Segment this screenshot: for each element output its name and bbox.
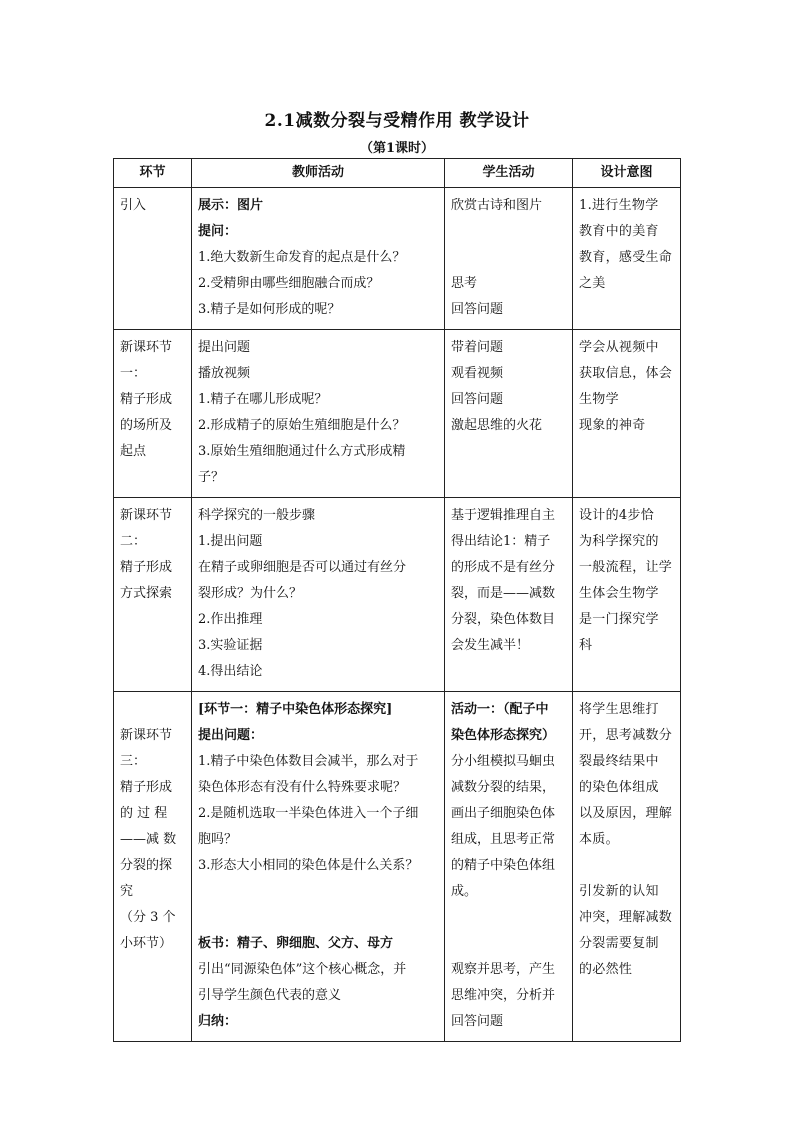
cell-line: [环节一：精子中染色体形态探究]	[198, 702, 393, 717]
cell-line: 裂形成？为什么？	[198, 586, 303, 601]
cell-line: 获取信息，体会	[579, 366, 673, 381]
teacher-activity-cell	[192, 330, 445, 498]
cell-line: 将学生思维打	[579, 702, 659, 717]
cell-line: 激起思维的火花	[451, 418, 543, 433]
cell-line: 引发新的认知	[579, 884, 659, 899]
cell-line	[198, 879, 438, 905]
cell-line: 三：	[120, 754, 147, 769]
cell-line: 回答问题	[451, 392, 504, 407]
cell-line: 观看视频	[451, 366, 504, 381]
page-title: 2.1减数分裂与受精作用 教学设计	[264, 111, 530, 131]
cell-line: 究	[120, 884, 134, 899]
cell-line: 生物学	[579, 392, 619, 407]
cell-line: 2.形成精子的原始生殖细胞是什么？	[198, 418, 406, 433]
cell-line: 提问：	[198, 224, 238, 239]
cell-line: 设计的4步恰	[579, 508, 655, 523]
cell-line	[451, 245, 566, 271]
cell-line: 的精子中染色体组	[451, 858, 556, 873]
cell-line	[579, 853, 674, 879]
header-design-intent: 设计意图	[573, 159, 681, 188]
cell-line: 板书：精子、卵细胞、父方、母方	[198, 936, 394, 951]
stage-cell	[114, 330, 192, 498]
cell-line: 开，思考减数分	[579, 728, 673, 743]
cell-line: 教育中的美育	[579, 224, 659, 239]
cell-line: 胞吗？	[198, 832, 238, 847]
cell-line: 的场所及	[120, 418, 173, 433]
header-stage: 环节	[114, 159, 192, 188]
cell-line: 起点	[120, 444, 147, 459]
cell-line: 新课环节	[120, 508, 173, 523]
cell-line: 观察并思考，产生	[451, 962, 556, 977]
cell-line: 3.精子是如何形成的呢？	[198, 302, 341, 317]
design-intent-cell	[573, 188, 681, 330]
cell-line: 冲突，理解减数	[579, 910, 673, 925]
student-activity-cell	[445, 692, 573, 1042]
cell-line: 活动一：（配子中	[451, 702, 549, 717]
cell-line: 引导学生颜色代表的意义	[198, 988, 342, 1003]
cell-line: 1.提出问题	[198, 534, 263, 549]
cell-line: ——减 数	[120, 832, 177, 847]
design-intent-cell	[573, 692, 681, 1042]
table-row	[114, 498, 681, 692]
cell-line: 二：	[120, 534, 147, 549]
cell-line	[451, 905, 566, 931]
cell-line	[198, 905, 438, 931]
cell-line: 本质。	[579, 832, 619, 847]
cell-line: 现象的神奇	[579, 418, 646, 433]
cell-line: 科	[579, 638, 593, 653]
cell-line: 回答问题	[451, 1014, 504, 1029]
design-intent-cell	[573, 330, 681, 498]
cell-line: 以及原因，理解	[579, 806, 673, 821]
stage-cell	[114, 692, 192, 1042]
cell-line: 分裂，染色体数目	[451, 612, 556, 627]
student-activity-cell	[445, 188, 573, 330]
cell-line: 3.实验证据	[198, 638, 263, 653]
cell-line: 之美	[579, 276, 606, 291]
cell-line: 1.进行生物学	[579, 198, 659, 213]
cell-line: 教育，感受生命	[579, 250, 673, 265]
header-student-activity: 学生活动	[445, 159, 573, 188]
cell-line: 思考	[451, 276, 478, 291]
cell-line: 基于逻辑推理自主	[451, 508, 556, 523]
cell-line: 提出问题：	[198, 728, 264, 743]
cell-line: 小环节）	[120, 936, 173, 951]
cell-line: 3.形态大小相同的染色体是什么关系？	[198, 858, 419, 873]
cell-line: 染色体形态探究）	[451, 728, 556, 743]
header-teacher-activity: 教师活动	[192, 159, 445, 188]
design-intent-cell	[573, 498, 681, 692]
cell-line: 的必然性	[579, 962, 633, 977]
cell-line: 是一门探究学	[579, 612, 659, 627]
cell-line: 一：	[120, 366, 147, 381]
student-activity-cell	[445, 498, 573, 692]
student-activity-cell	[445, 330, 573, 498]
cell-line: 1.精子在哪儿形成呢？	[198, 392, 328, 407]
cell-line: 方式探索	[120, 586, 173, 601]
cell-line: 2.是随机选取一半染色体进入一个子细	[198, 806, 419, 821]
cell-line: 带着问题	[451, 340, 504, 355]
cell-line: 裂，而是——减数	[451, 586, 556, 601]
cell-line: 分裂的探	[120, 858, 173, 873]
lesson-period: （第1课时）	[359, 141, 435, 156]
cell-line: 展示：图片	[198, 198, 264, 213]
cell-line: 2.受精卵由哪些细胞融合而成？	[198, 276, 380, 291]
cell-line: 3.原始生殖细胞通过什么方式形成精	[198, 444, 406, 459]
cell-line: 分小组模拟马蛔虫	[451, 754, 556, 769]
cell-line: 提出问题	[198, 340, 251, 355]
cell-line: 染色体形态有没有什么特殊要求呢？	[198, 780, 407, 795]
cell-line: 精子形成	[120, 780, 173, 795]
cell-line: 引入	[120, 198, 147, 213]
cell-line: 1.绝大数新生命发育的起点是什么？	[198, 250, 406, 265]
cell-line: 新课环节	[120, 340, 173, 355]
stage-cell	[114, 188, 192, 330]
cell-line	[451, 931, 566, 957]
cell-line: 精子形成	[120, 392, 173, 407]
cell-line: 裂最终结果中	[579, 754, 659, 769]
teacher-activity-cell	[192, 692, 445, 1042]
cell-line: 在精子或卵细胞是否可以通过有丝分	[198, 560, 407, 575]
cell-line: 1.精子中染色体数目会减半，那么对于	[198, 754, 419, 769]
table-header-row	[114, 159, 681, 188]
cell-line: 分裂需要复制	[579, 936, 659, 951]
cell-line: 为科学探究的	[579, 534, 659, 549]
table-row	[114, 188, 681, 330]
cell-line: 得出结论1：精子	[451, 534, 551, 549]
cell-line: 画出子细胞染色体	[451, 806, 556, 821]
cell-line: 欣赏古诗和图片	[451, 198, 543, 213]
cell-line: 精子形成	[120, 560, 173, 575]
cell-line: 回答问题	[451, 302, 504, 317]
cell-line: 科学探究的一般步骤	[198, 508, 316, 523]
stage-cell	[114, 498, 192, 692]
cell-line: （分 3 个	[120, 910, 176, 925]
cell-line: 减数分裂的结果，	[451, 780, 556, 795]
table-row	[114, 692, 681, 1042]
cell-line	[120, 697, 185, 723]
teacher-activity-cell	[192, 188, 445, 330]
cell-line: 2.作出推理	[198, 612, 263, 627]
cell-line: 组成，且思考正常	[451, 832, 556, 847]
cell-line: 生体会生物学	[579, 586, 659, 601]
cell-line: 4.得出结论	[198, 664, 263, 679]
table-row	[114, 330, 681, 498]
cell-line: 会发生减半！	[451, 638, 530, 653]
cell-line: 成。	[451, 884, 478, 899]
cell-line: 的 过 程	[120, 806, 168, 821]
cell-line: 的形成不是有丝分	[451, 560, 556, 575]
cell-line: 播放视频	[198, 366, 251, 381]
cell-line: 子？	[198, 470, 225, 485]
teacher-activity-cell	[192, 498, 445, 692]
cell-line: 思维冲突，分析并	[451, 988, 556, 1003]
cell-line: 新课环节	[120, 728, 173, 743]
cell-line: 的染色体组成	[579, 780, 659, 795]
cell-line: 学会从视频中	[579, 340, 659, 355]
cell-line	[451, 219, 566, 245]
cell-line: 归纳：	[198, 1014, 238, 1029]
cell-line: 一般流程，让学	[579, 560, 673, 575]
cell-line: 引出“同源染色体”这个核心概念，并	[198, 962, 407, 977]
lesson-plan-table	[113, 158, 681, 1042]
